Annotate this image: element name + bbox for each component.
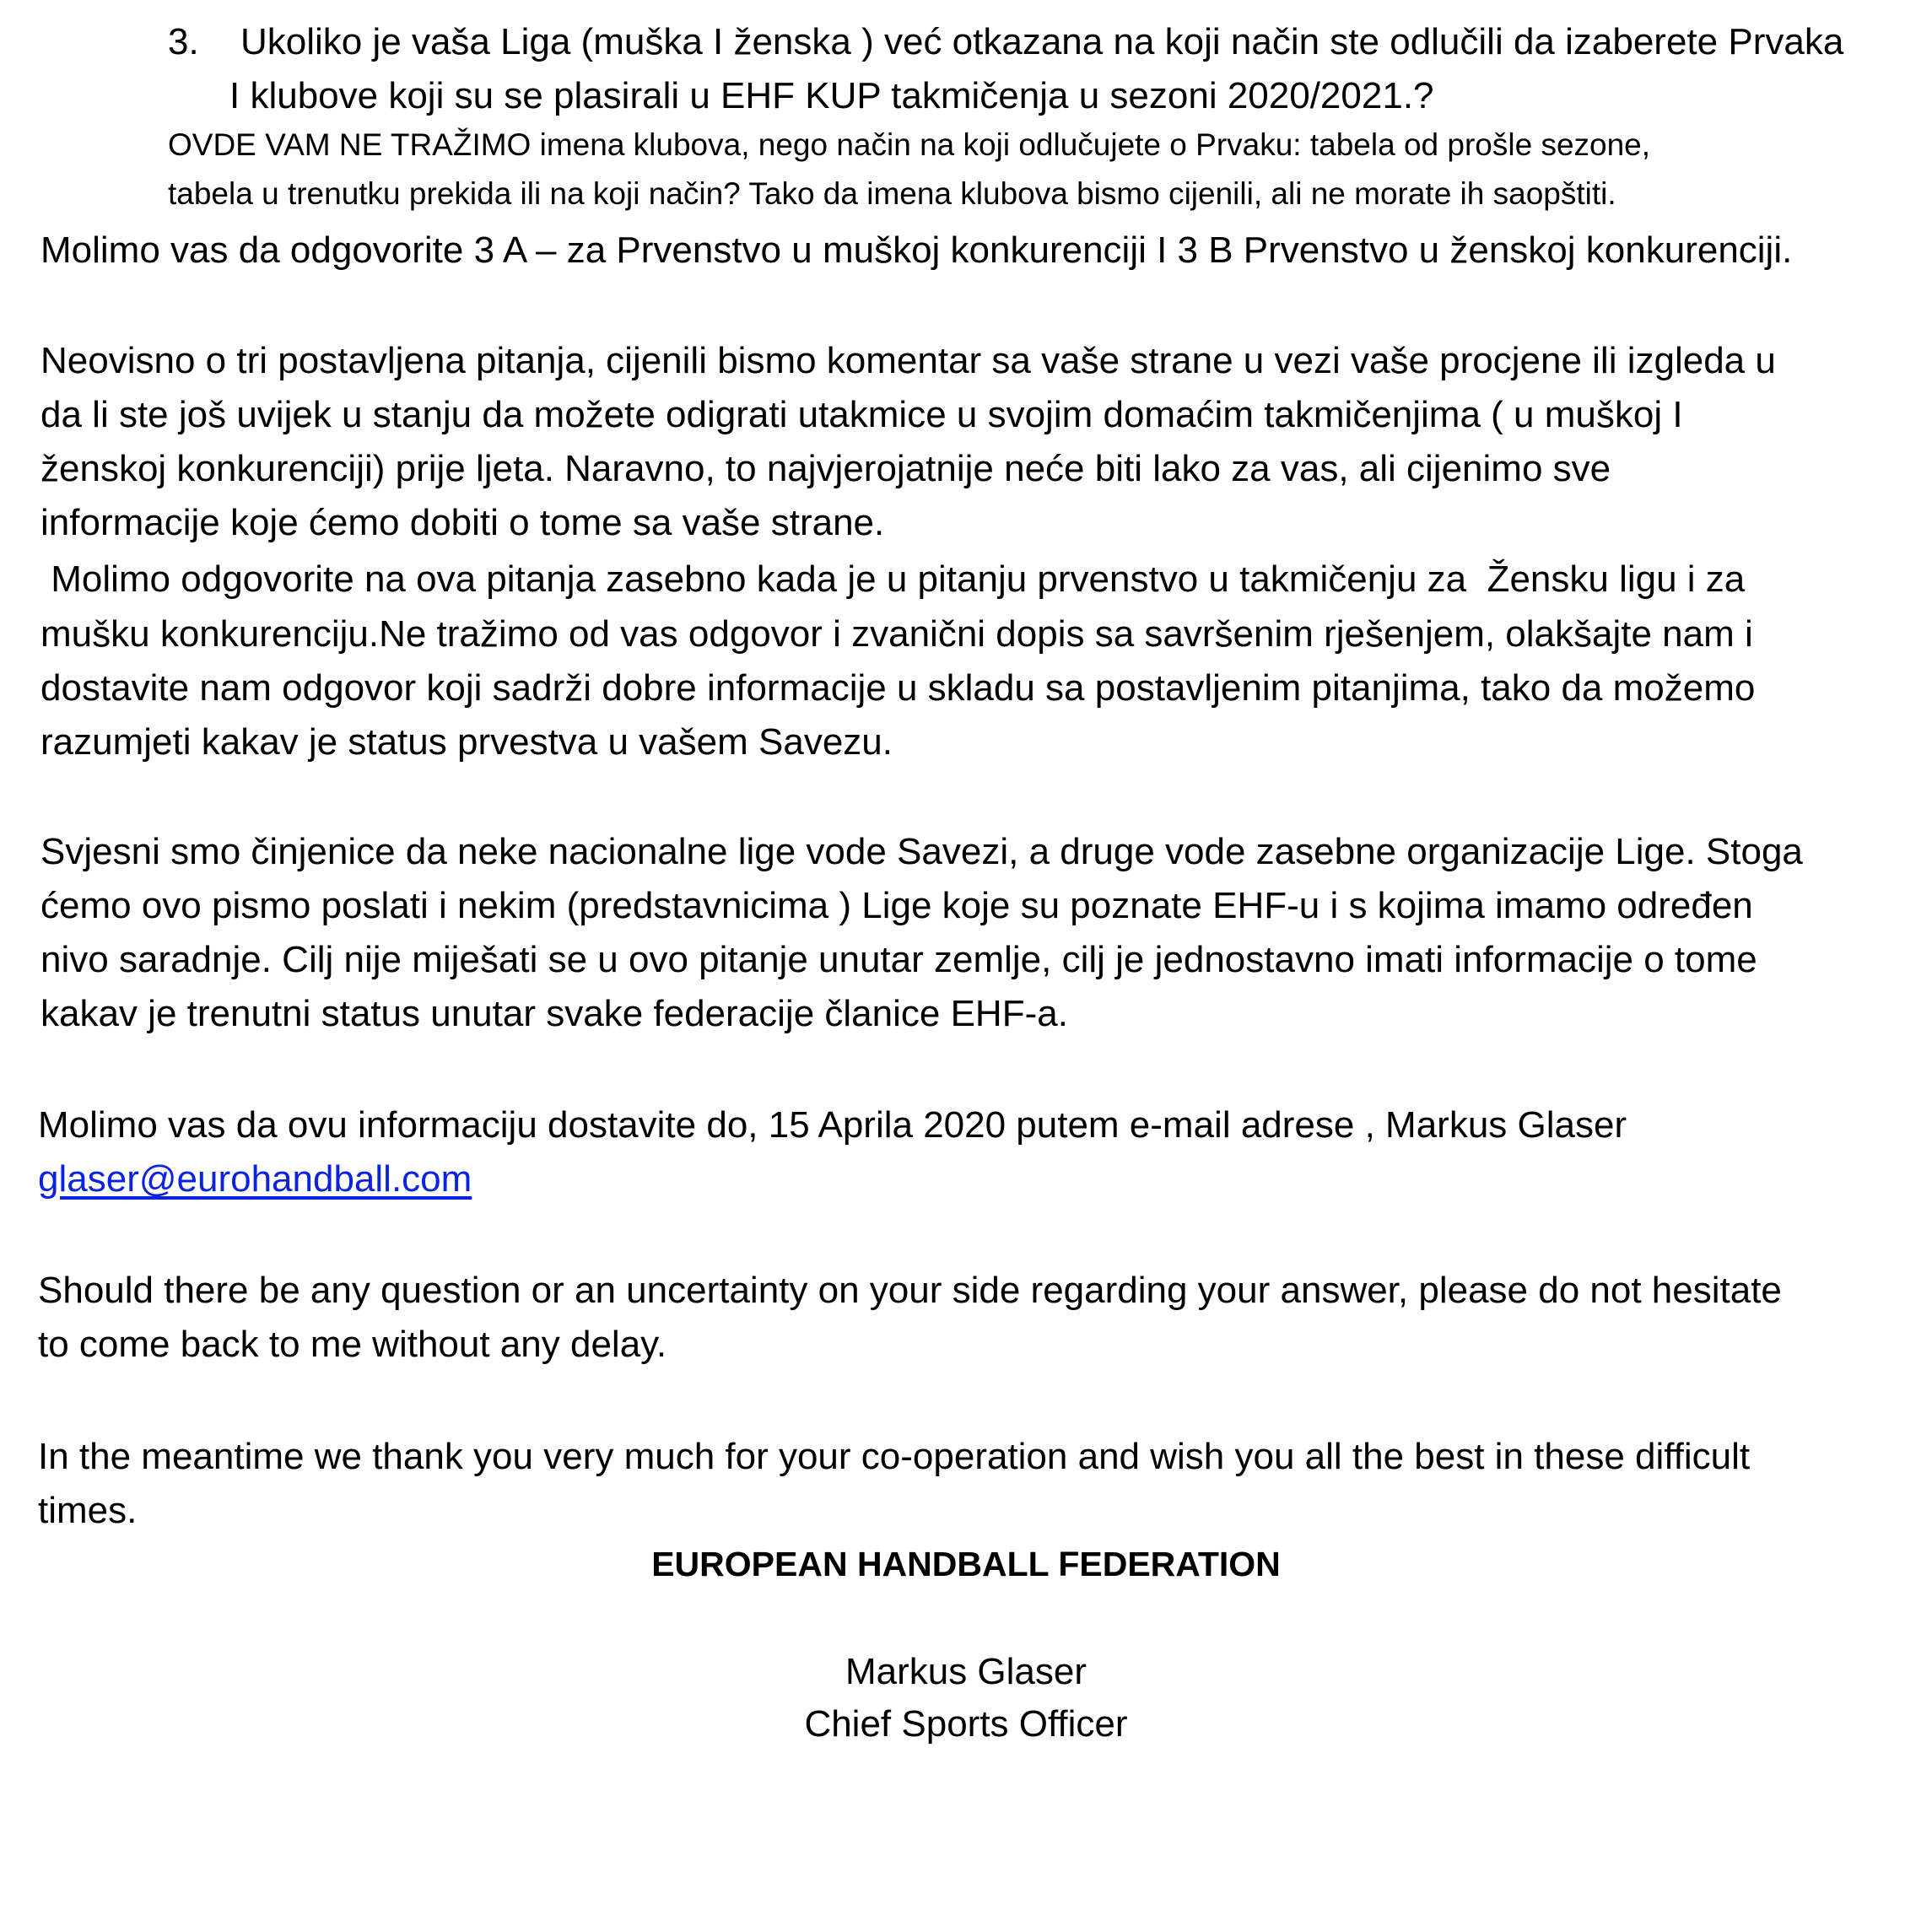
- paragraph-line: Molimo odgovorite na ova pitanja zasebno kada je u pitanju prvenstvo u takmičenju za Žensku ligu i za: [40, 558, 1746, 600]
- paragraph-line: ženskoj konkurenciji) prije ljeta. Naravno, to najvjerojatnije neće biti lako za vas, ali cijenimo sve: [40, 448, 1611, 489]
- paragraph-line: mušku konkurenciju.Ne tražimo od vas odgovor i zvanični dopis sa savršenim rješenjem, olakšajte nam i: [40, 613, 1753, 655]
- paragraph-line: nivo saradnje. Cilj nije miješati se u ovo pitanje unutar zemlje, cilj je jednostavno imati informacije o tome: [40, 939, 1757, 980]
- paragraph-line: Should there be any question or an uncertainty on your side regarding your answer, please do not hesitate: [38, 1270, 1782, 1311]
- signatory-name: Markus Glaser: [845, 1651, 1087, 1692]
- item-3-note-line-2: tabela u trenutku prekida ili na koji način? Tako da imena klubova bismo cijenili, ali ne morate ih saopštiti.: [168, 176, 1616, 211]
- email-link[interactable]: glaser@eurohandball.com: [38, 1158, 472, 1200]
- answer-instruction: Molimo vas da odgovorite 3 A – za Prvenstvo u muškoj konkurenciji I 3 B Prvenstvo u ženskoj konkurenciji.: [40, 229, 1793, 271]
- paragraph-line: times.: [38, 1490, 138, 1531]
- paragraph-line: dostavite nam odgovor koji sadrži dobre informacije u skladu sa postavljenim pitanjima, tako da možemo: [40, 667, 1756, 709]
- item-3-line-2: I klubove koji su se plasirali u EHF KUP takmičenja u sezoni 2020/2021.?: [229, 75, 1434, 116]
- item-3-note-line-1: OVDE VAM NE TRAŽIMO imena klubova, nego način na koji odlučujete o Prvaku: tabela od prošle sezone,: [168, 127, 1651, 162]
- item-number: 3.: [168, 21, 199, 62]
- paragraph-line: da li ste još uvijek u stanju da možete odigrati utakmice u svojim domaćim takmičenjima ( u muškoj I: [40, 394, 1683, 435]
- item-3-line-1: Ukoliko je vaša Liga (muška I ženska ) već otkazana na koji način ste odlučili da izaberete Prvaka: [240, 21, 1844, 62]
- paragraph-line: informacije koje ćemo dobiti o tome sa vaše strane.: [40, 502, 885, 543]
- paragraph-line: Svjesni smo činjenice da neke nacionalne lige vode Savezi, a druge vode zasebne organizacije Lige. Stoga: [40, 831, 1803, 872]
- paragraph-line: to come back to me without any delay.: [38, 1324, 667, 1365]
- paragraph-line: ćemo ovo pismo poslati i nekim (predstavnicima ) Lige koje su poznate EHF-u i s kojima imamo određen: [40, 885, 1753, 926]
- paragraph-line: kakav je trenutni status unutar svake federacije članice EHF-a.: [40, 993, 1068, 1034]
- paragraph-line: Neovisno o tri postavljena pitanja, cijenili bismo komentar sa vaše strane u vezi vaše procjene ili izgleda u: [40, 340, 1776, 381]
- paragraph-line: In the meantime we thank you very much for your co-operation and wish you all the best in these difficult: [38, 1436, 1751, 1477]
- organization-name: EUROPEAN HANDBALL FEDERATION: [651, 1545, 1281, 1583]
- deadline-text: Molimo vas da ovu informaciju dostavite do, 15 Aprila 2020 putem e-mail adrese , Markus Glaser: [38, 1104, 1627, 1146]
- signatory-title: Chief Sports Officer: [804, 1703, 1128, 1745]
- paragraph-line: razumjeti kakav je status prvestva u vašem Savezu.: [40, 721, 893, 763]
